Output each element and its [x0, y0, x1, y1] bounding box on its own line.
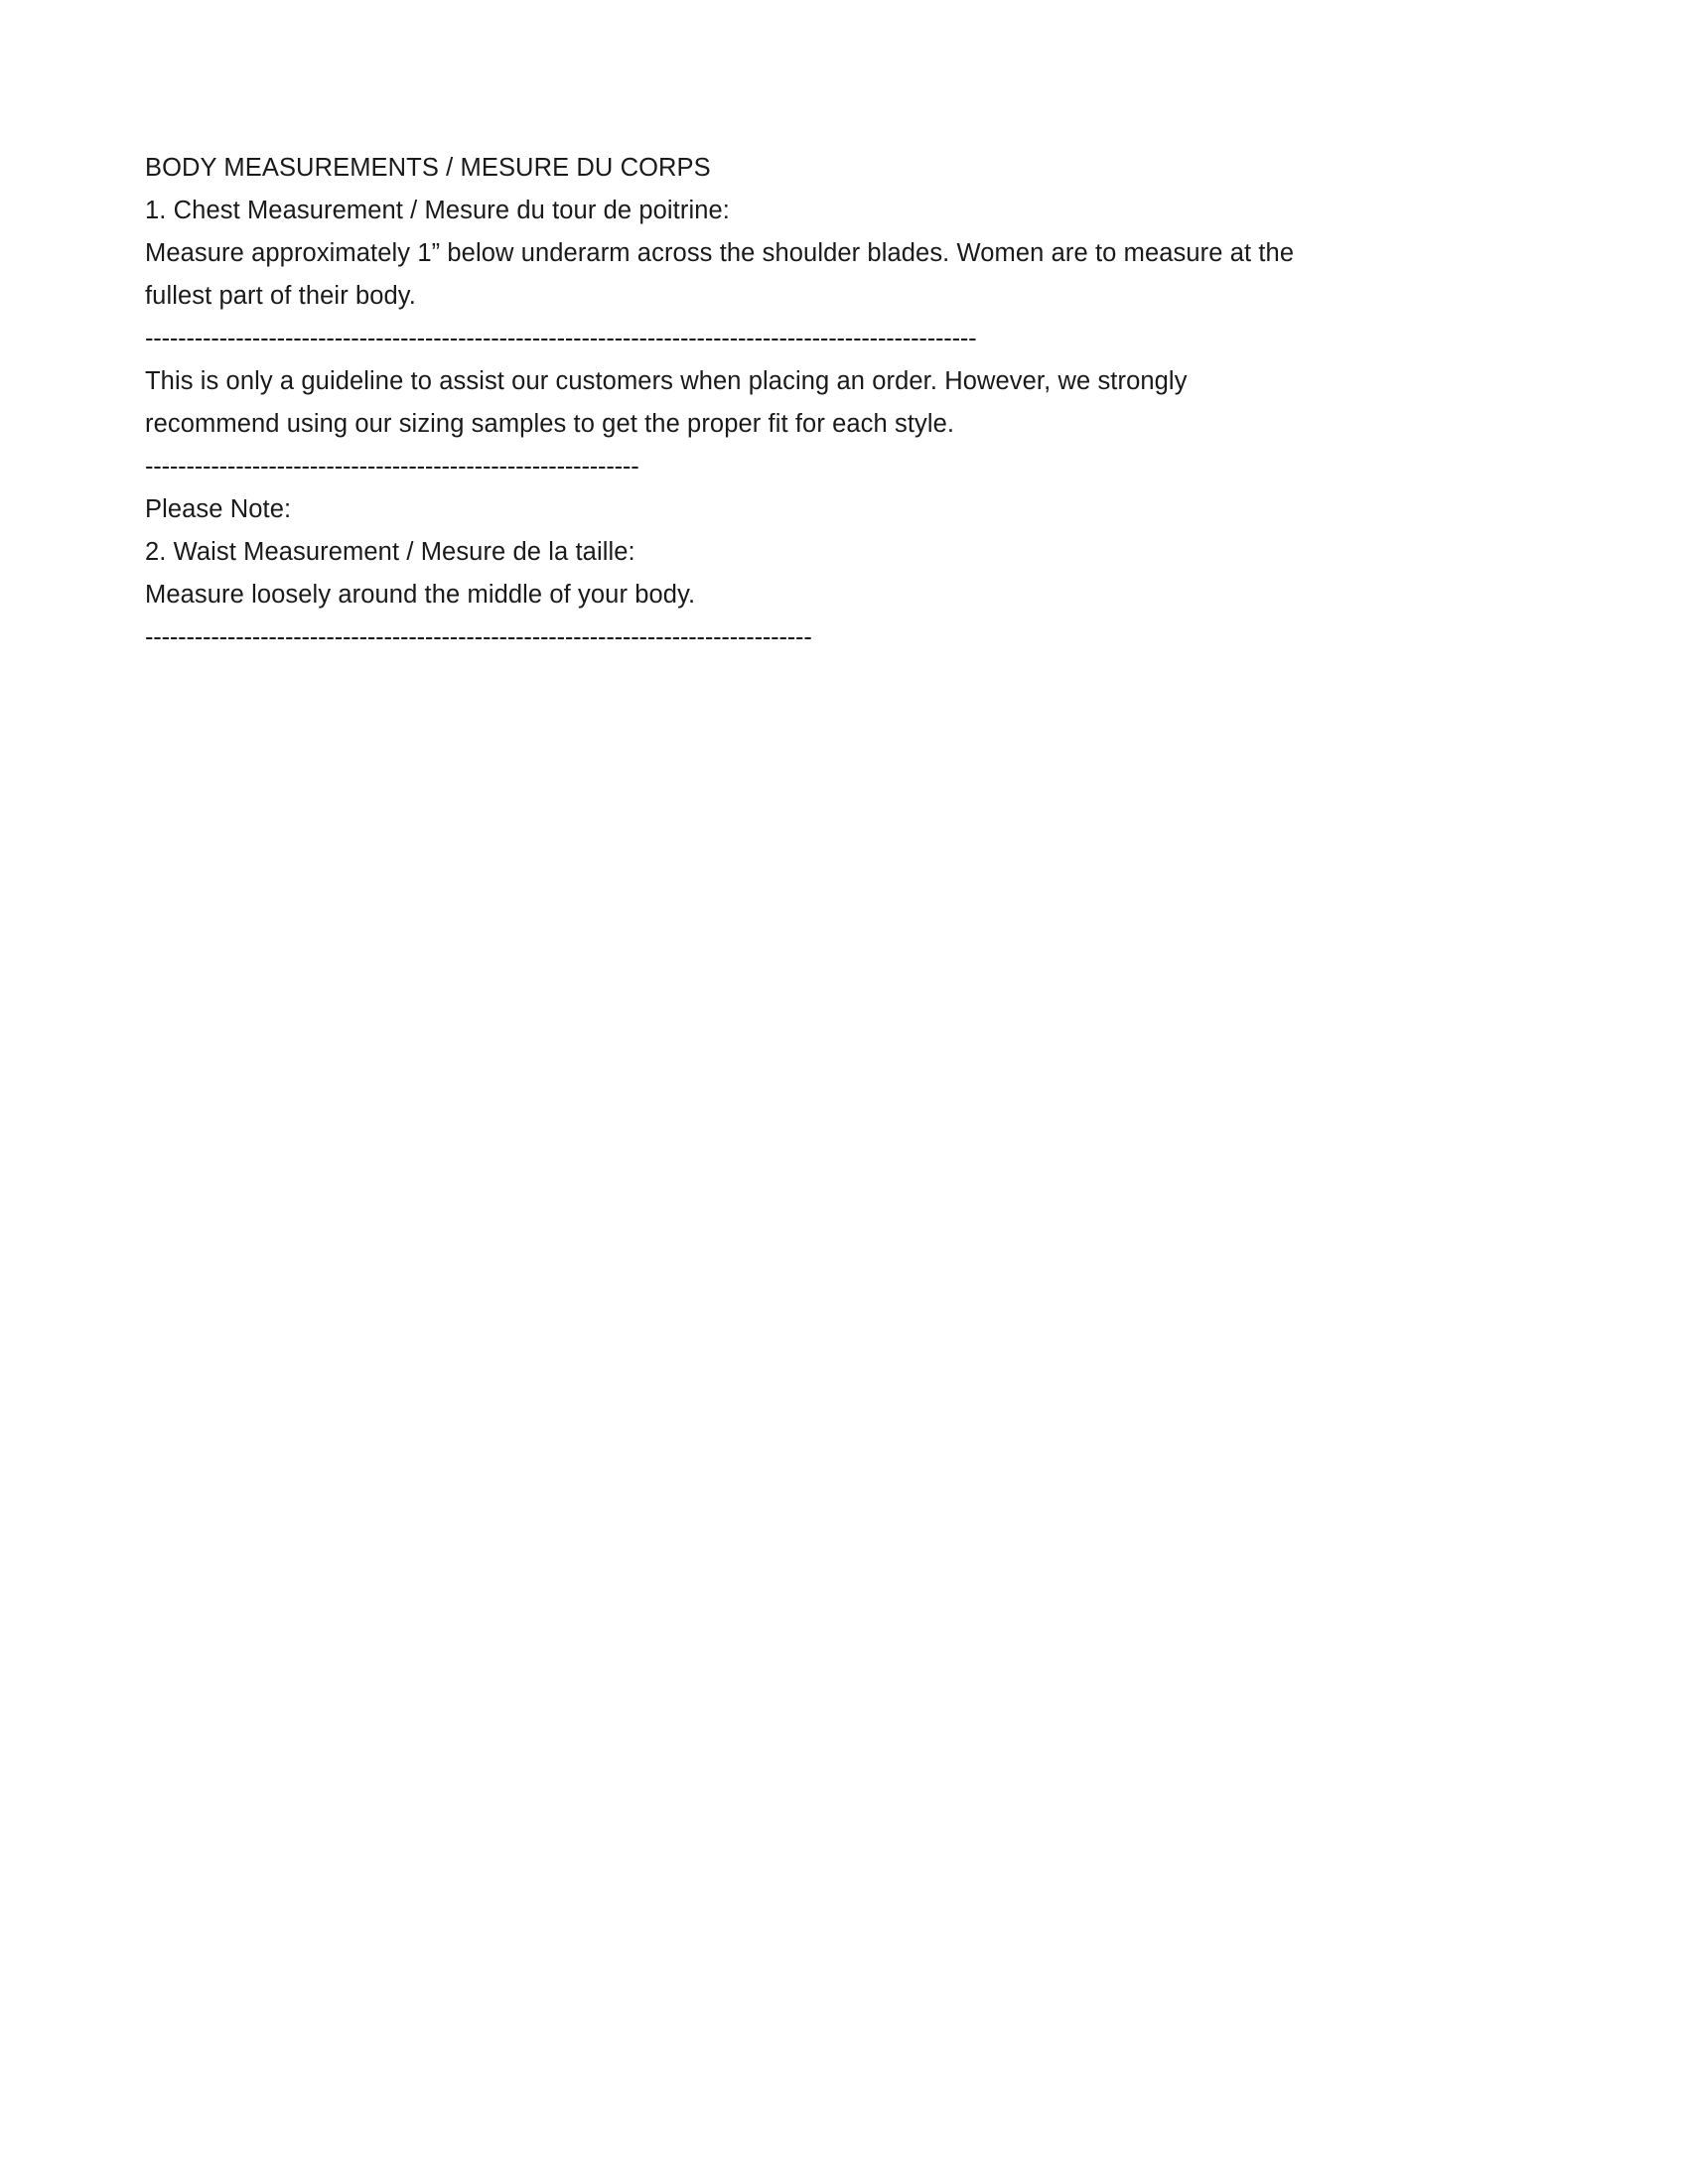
- chest-measurement-label: 1. Chest Measurement / Mesure du tour de poitrine:: [145, 197, 730, 224]
- waist-measurement-instruction: Measure loosely around the middle of your body.: [145, 581, 696, 609]
- waist-measurement-label: 2. Waist Measurement / Mesure de la taille:: [145, 538, 635, 566]
- divider-three: ---------------------------------------------------------------------------------: [145, 623, 812, 651]
- document-body: [145, 147, 1456, 659]
- guideline-disclaimer: This is only a guideline to assist our customers when placing an order. However, we strongly recommend using our sizing samples to get the proper fit for each style.: [145, 367, 1188, 438]
- document-heading: BODY MEASUREMENTS / MESURE DU CORPS: [145, 154, 711, 182]
- chest-measurement-instruction: Measure approximately 1” below underarm across the shoulder blades. Women are to measure at the fullest part of their body.: [145, 239, 1295, 310]
- please-note-label: Please Note:: [145, 495, 292, 523]
- divider-two: ------------------------------------------------------------: [145, 453, 639, 480]
- divider-one: -----------------------------------------------------------------------------------------------------: [145, 325, 977, 352]
